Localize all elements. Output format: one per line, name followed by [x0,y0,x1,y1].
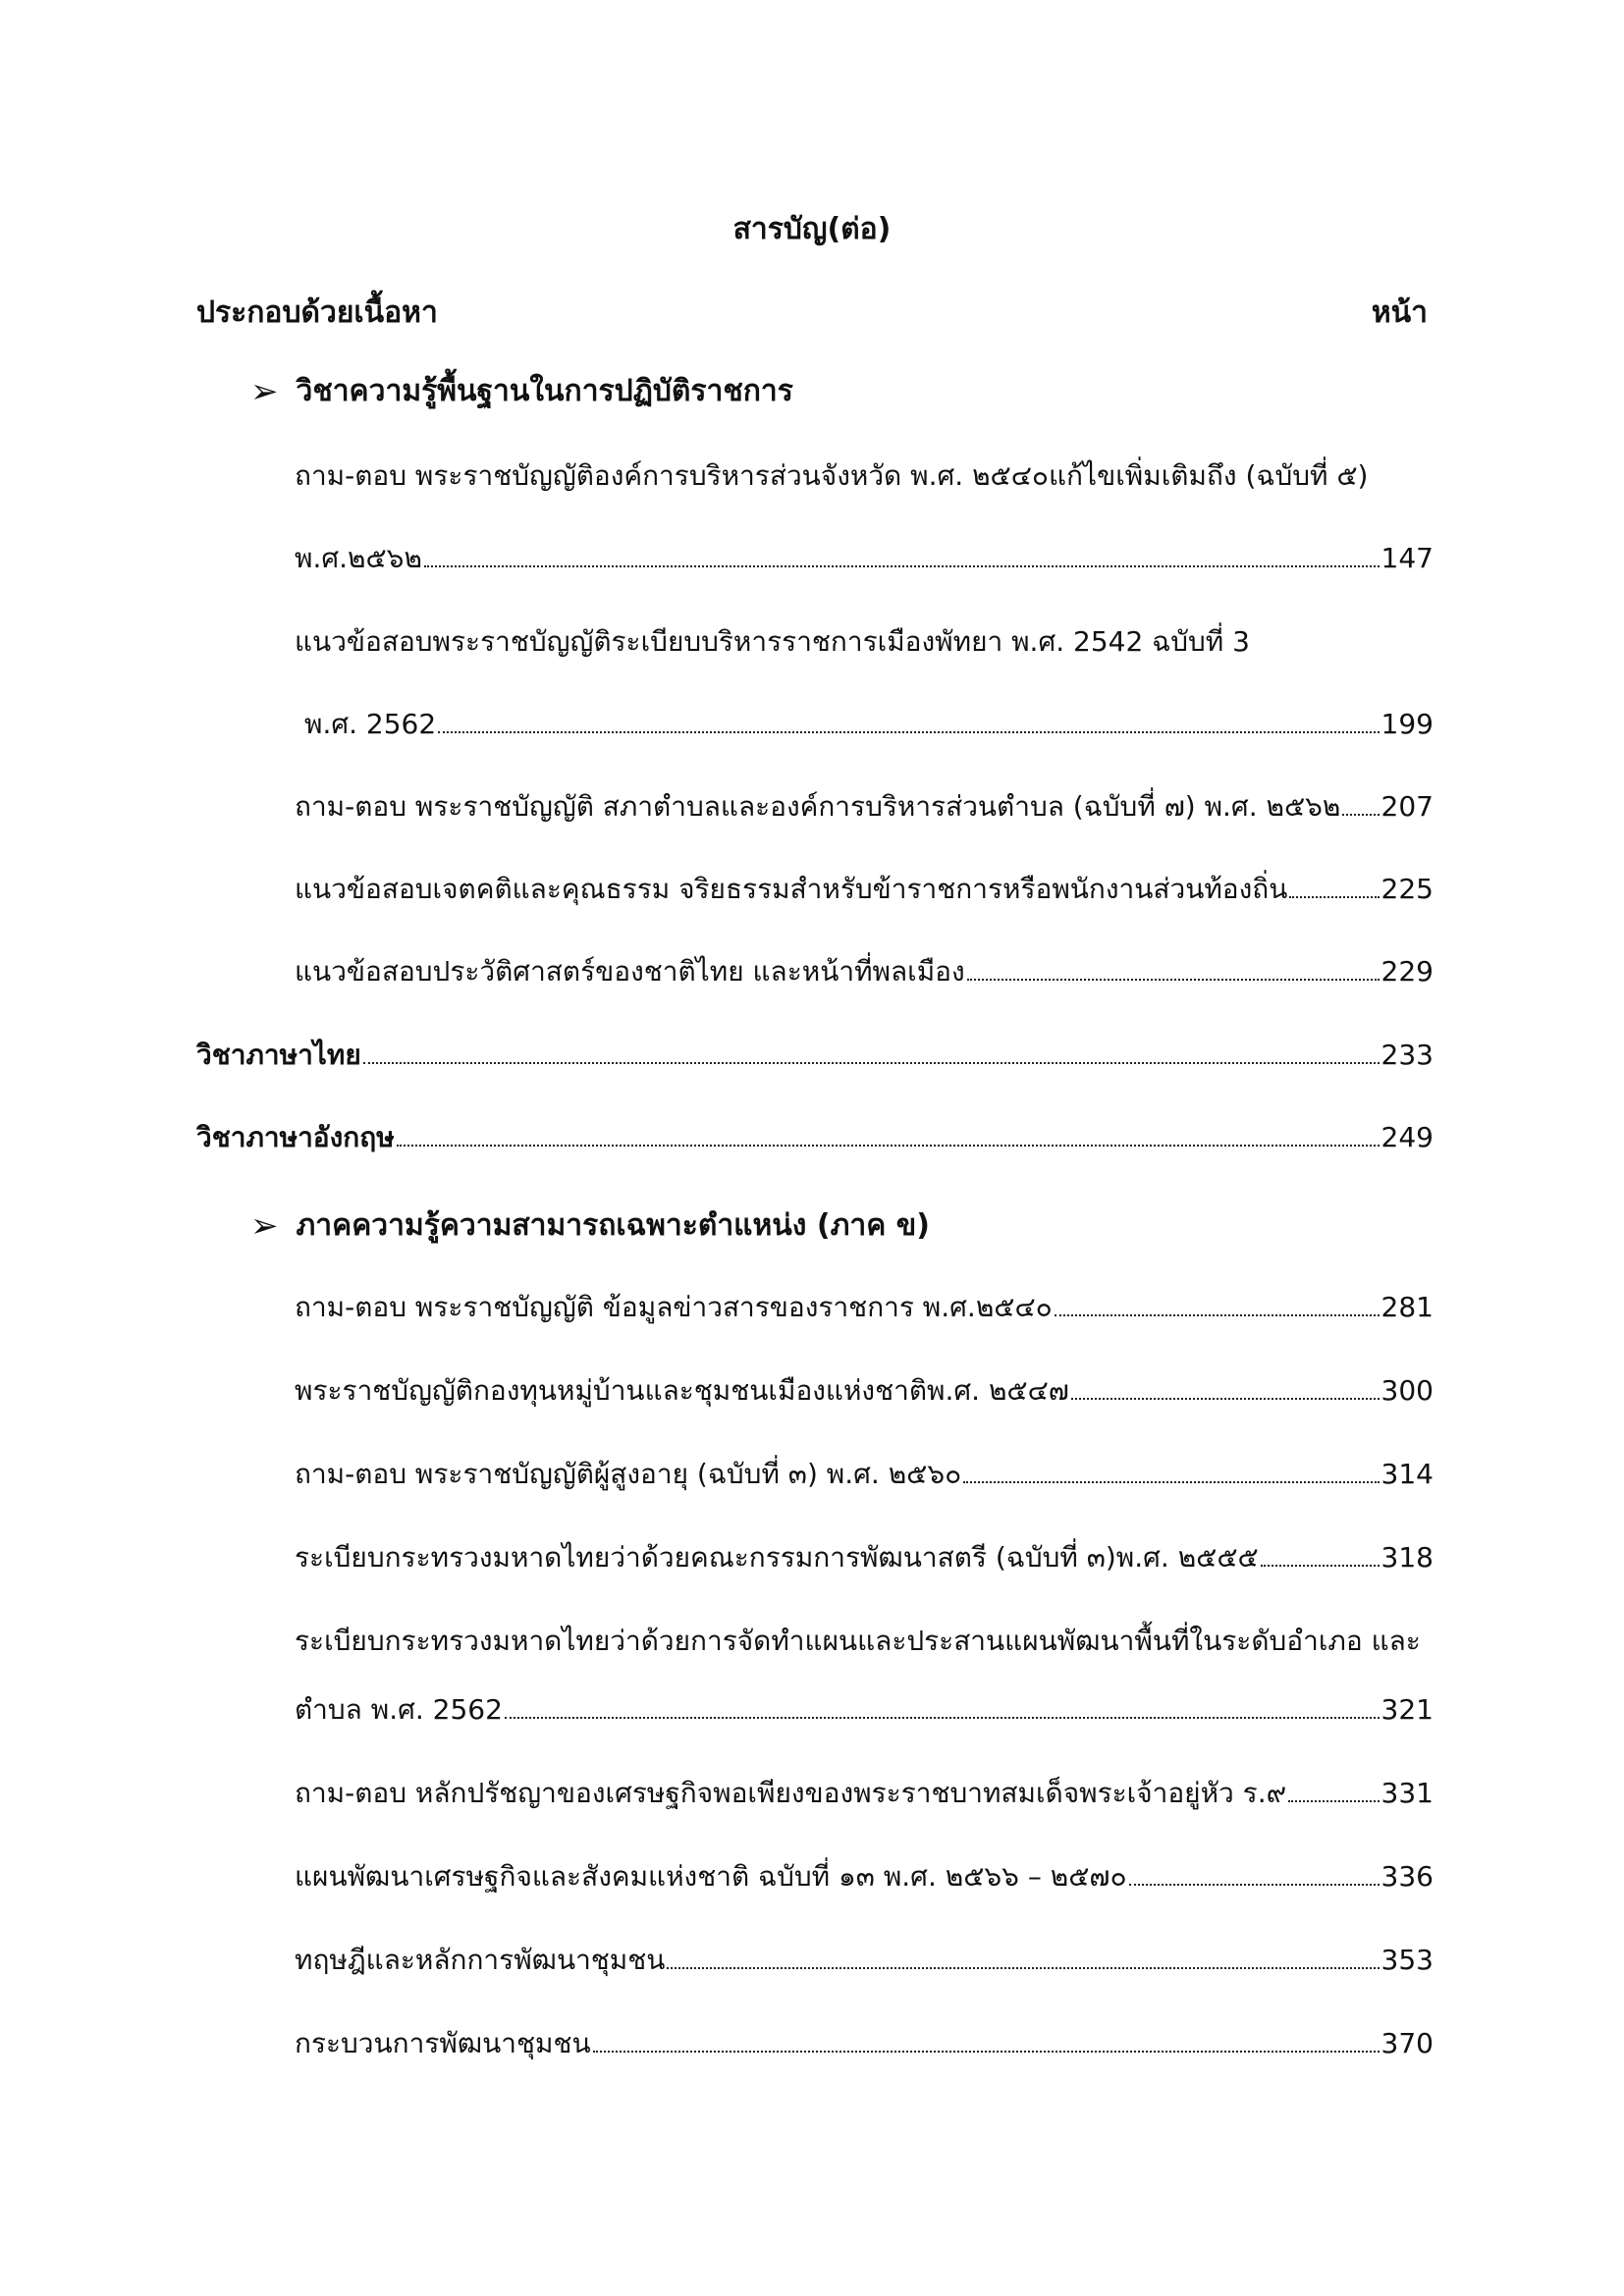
toc-page-number: 207 [1380,790,1434,823]
dot-leader [1129,1864,1380,1886]
dot-leader [593,2031,1380,2053]
toc-page-number: 336 [1380,1860,1434,1893]
toc-entry [295,868,1434,911]
toc-page-number: 321 [1380,1693,1434,1726]
dot-leader [424,546,1380,567]
dot-leader [967,959,1380,981]
toc-entry [295,537,1434,580]
page-column-header: หน้า [1371,295,1428,330]
toc-page-number: 370 [1380,2027,1434,2059]
toc-entry-english [196,1116,1434,1159]
toc-entry [295,1536,1434,1579]
toc-entry-text: พ.ศ. 2562 [304,708,437,740]
toc-page-number: 314 [1380,1458,1434,1490]
dot-leader [1342,794,1379,816]
toc-entry [295,1453,1434,1496]
dot-leader [1071,1378,1380,1400]
toc-entry [295,703,1434,746]
toc-entry [295,1855,1434,1898]
toc-entry-text: วิชาภาษาอังกฤษ [196,1121,395,1153]
toc-entry [295,1772,1434,1815]
toc-entry-text: แนวข้อสอบเจตคติและคุณธรรม จริยธรรมสำหรับข้าราชการหรือพนักงานส่วนท้องถิ่น [295,873,1288,905]
dot-leader [438,712,1379,733]
toc-entry-text: ถาม-ตอบ พระราชบัญญัติ ข้อมูลข่าวสารของราชการ พ.ศ.๒๕๔๐ [295,1291,1053,1323]
toc-entry-text: กระบวนการพัฒนาชุมชน [295,2027,591,2059]
toc-entry [295,950,1434,993]
toc-page-number: 199 [1380,708,1434,740]
toc-page-number: 249 [1380,1121,1434,1153]
toc-entry [295,1939,1434,1982]
dot-leader [1055,1295,1380,1316]
dot-leader [963,1462,1379,1483]
arrow-bullet-icon: ➢ [250,1205,279,1246]
toc-entry-text: พ.ศ.๒๕๖๒ [295,542,422,574]
toc-entry-text: ระเบียบกระทรวงมหาดไทยว่าด้วยคณะกรรมการพัฒนาสตรี (ฉบับที่ ๓)พ.ศ. ๒๕๕๕ [295,1541,1259,1574]
dot-leader [363,1042,1380,1064]
dot-leader [1289,877,1379,898]
arrow-bullet-icon: ➢ [250,371,279,411]
dot-leader [667,1948,1379,1969]
toc-entry-text: วิชาภาษาไทย [196,1039,361,1071]
toc-entry [295,785,1434,828]
dot-leader [505,1697,1380,1719]
toc-entry [295,1369,1434,1413]
toc-page-number: 233 [1380,1039,1434,1071]
toc-entry-text: ทฤษฎีและหลักการพัฒนาชุมชน [295,1944,666,1976]
toc-entry [295,2022,1434,2065]
toc-entry [295,1286,1434,1329]
toc-entry-text: พระราชบัญญัติกองทุนหมู่บ้านและชุมชนเมืองแห่งชาติพ.ศ. ๒๕๔๗ [295,1374,1069,1407]
toc-entry-text: ถาม-ตอบ พระราชบัญญัติ สภาตำบลและองค์การบริหารส่วนตำบล (ฉบับที่ ๗) พ.ศ. ๒๕๖๒ [295,790,1341,823]
toc-page-number: 300 [1380,1374,1434,1407]
toc-entry-line: แนวข้อสอบพระราชบัญญัติระเบียบบริหารราชการเมืองพัทยา พ.ศ. 2542 ฉบับที่ 3 [295,625,1250,658]
section-heading-label: วิชาความรู้พื้นฐานในการปฏิบัติราชการ [296,374,793,408]
toc-entry-line: ระเบียบกระทรวงมหาดไทยว่าด้วยการจัดทำแผนและประสานแผนพัฒนาพื้นที่ในระดับอำเภอ และ [295,1625,1421,1657]
toc-page-number: 318 [1380,1541,1434,1574]
dot-leader [397,1125,1380,1147]
toc-entry-text: แผนพัฒนาเศรษฐกิจและสังคมแห่งชาติ ฉบับที่ ๑๓ พ.ศ. ๒๕๖๖ – ๒๕๗๐ [295,1860,1127,1893]
dot-leader [1288,1781,1379,1802]
toc-entry-text: แนวข้อสอบประวัติศาสตร์ของชาติไทย และหน้าที่พลเมือง [295,955,965,988]
toc-entry-line: ถาม-ตอบ พระราชบัญญัติองค์การบริหารส่วนจังหวัด พ.ศ. ๒๕๔๐แก้ไขเพิ่มเติมถึง (ฉบับที่ ๕) [295,459,1369,492]
toc-entry-thai [196,1034,1434,1077]
section-heading-label: ภาคความรู้ความสามารถเฉพาะตำแหน่ง (ภาค ข) [296,1208,930,1243]
toc-page-number: 225 [1380,873,1434,905]
toc-entry-text: ตำบล พ.ศ. 2562 [295,1693,503,1726]
toc-page-number: 281 [1380,1291,1434,1323]
page-title: สารบัญ(ต่อ) [732,212,892,246]
toc-page-number: 331 [1380,1777,1434,1809]
toc-entry-text: ถาม-ตอบ พระราชบัญญัติผู้สูงอายุ (ฉบับที่ ๓) พ.ศ. ๒๕๖๐ [295,1458,962,1490]
section-heading-position-specific [250,1202,930,1249]
dot-leader [1261,1545,1380,1567]
section-heading-basic-knowledge [250,368,793,414]
toc-page-number: 147 [1380,542,1434,574]
content-column-header: ประกอบด้วยเนื้อหา [196,295,438,330]
toc-entry [295,1688,1434,1732]
toc-entry-text: ถาม-ตอบ หลักปรัชญาของเศรษฐกิจพอเพียงของพระราชบาทสมเด็จพระเจ้าอยู่หัว ร.๙ [295,1777,1287,1809]
toc-page-number: 229 [1380,955,1434,988]
toc-page-number: 353 [1380,1944,1434,1976]
